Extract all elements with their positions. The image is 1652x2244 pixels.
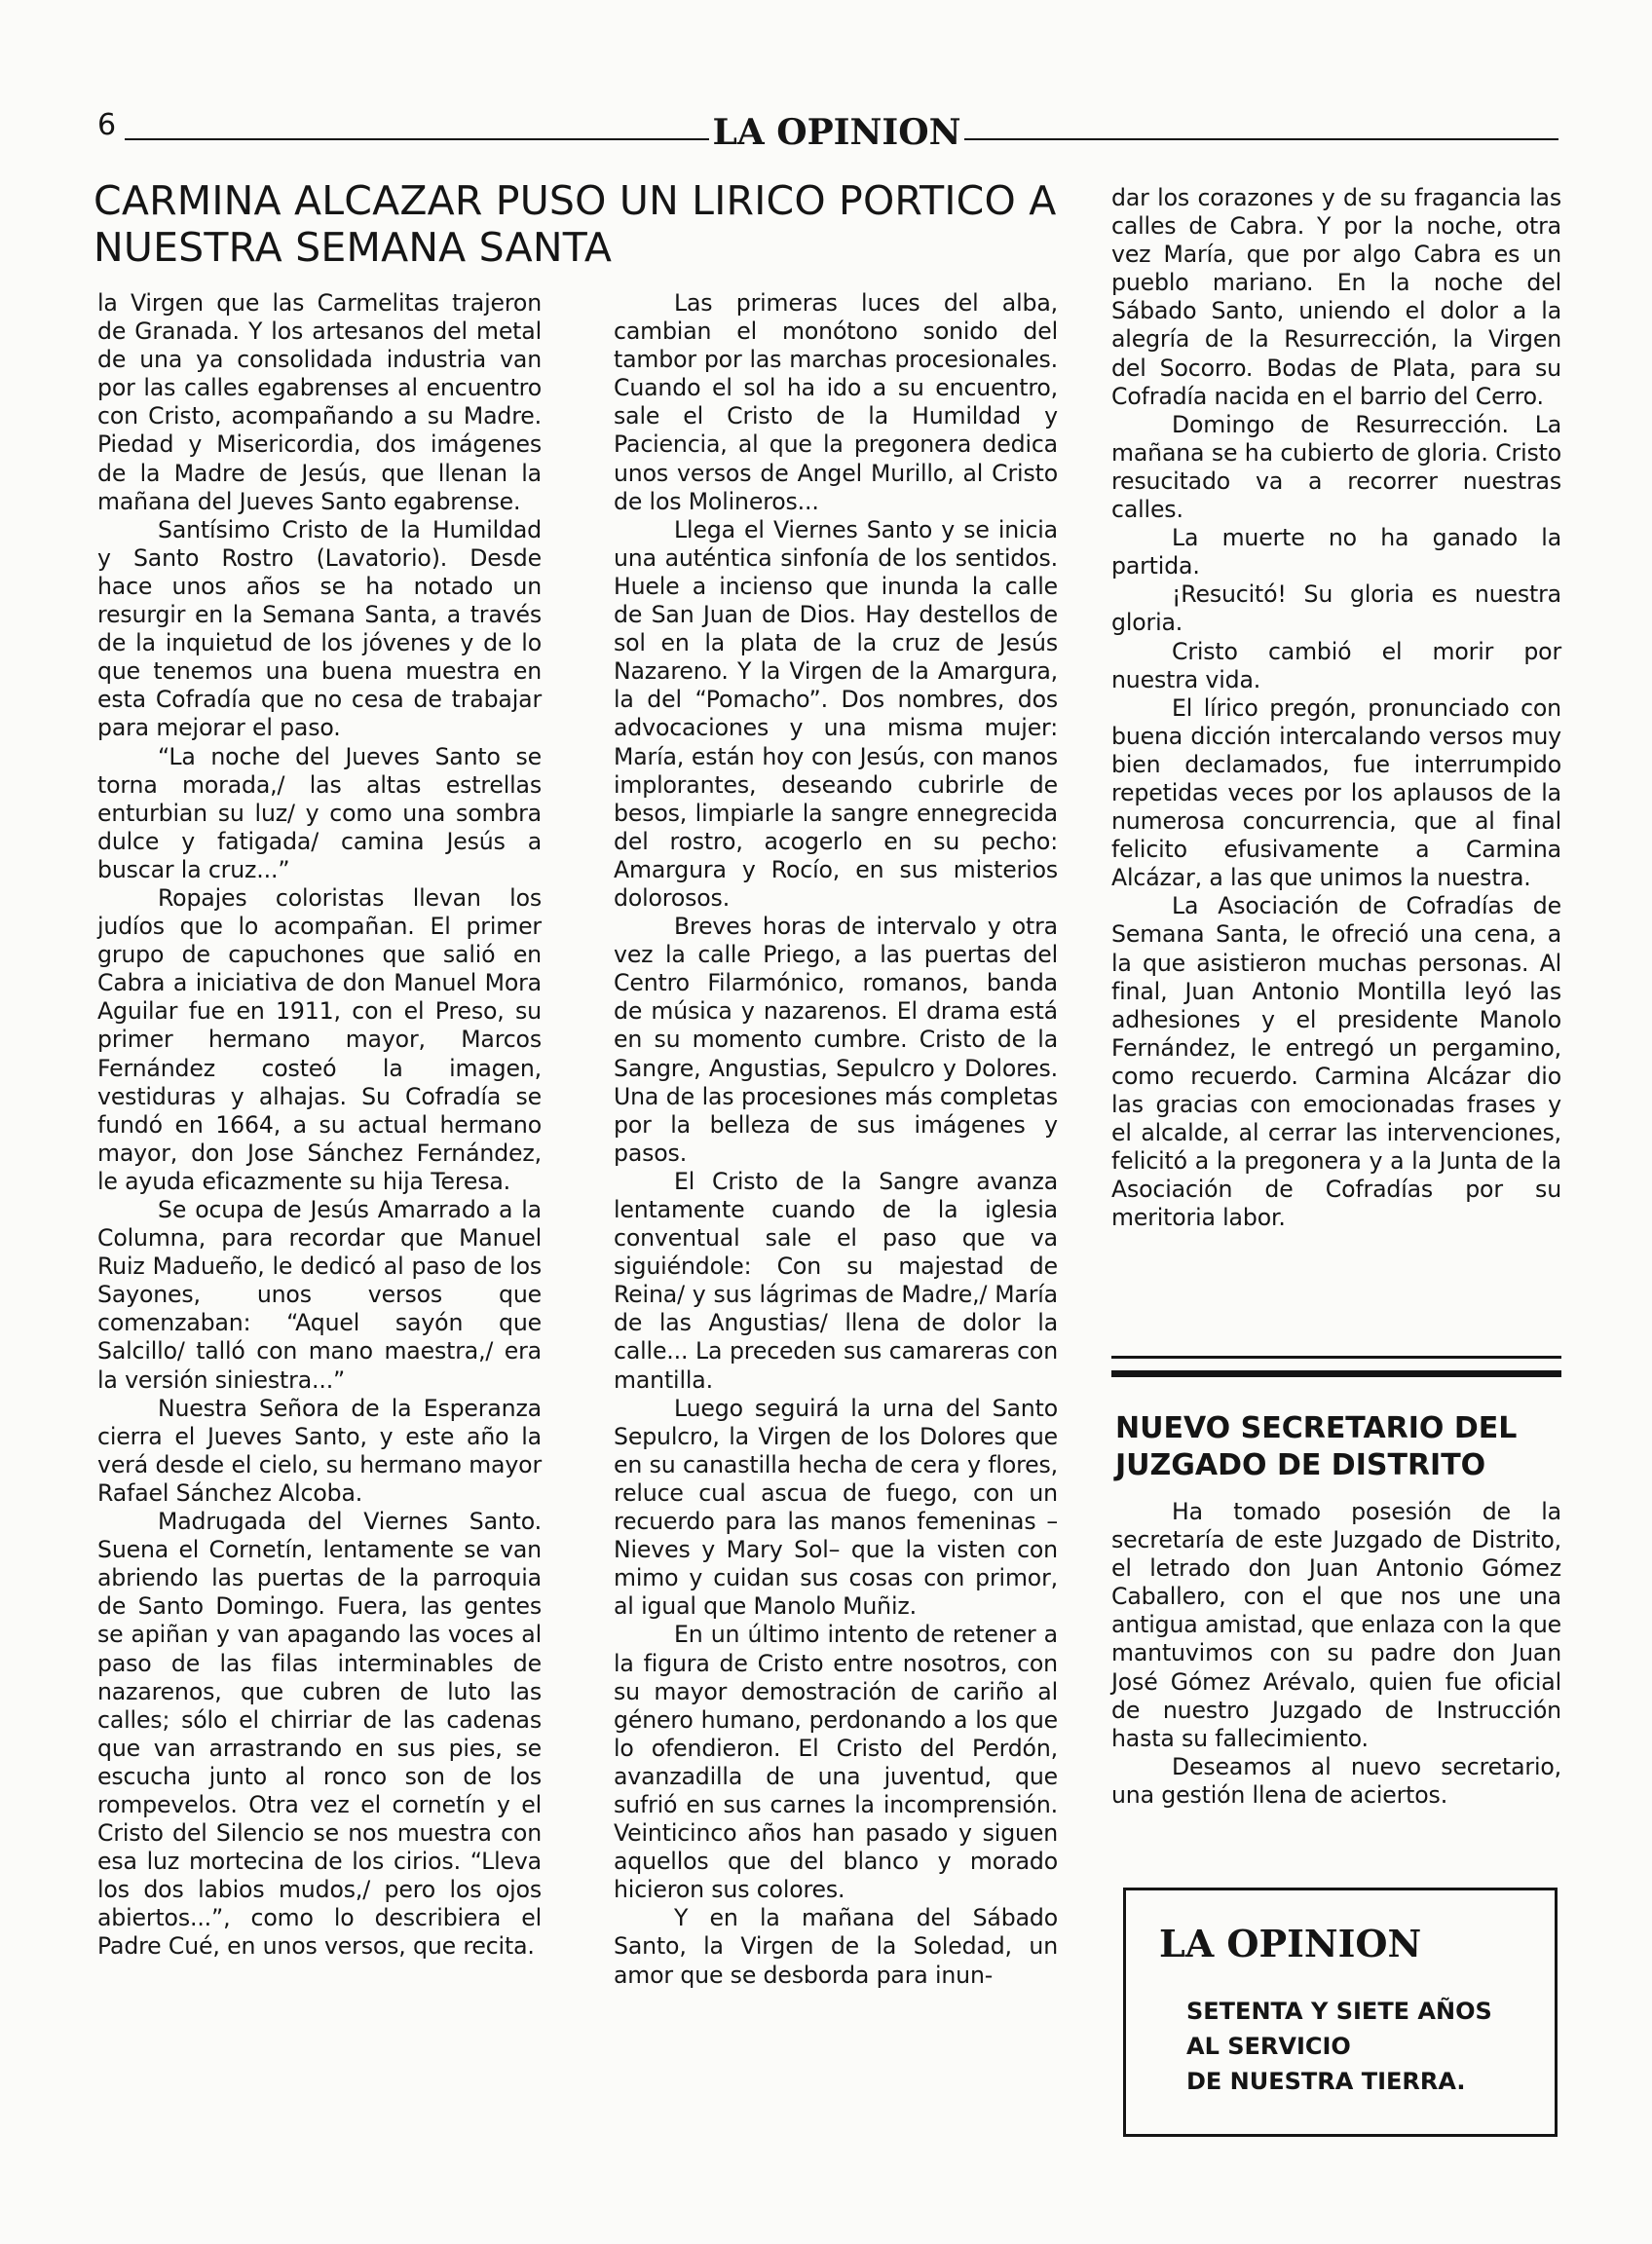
article-column-2: [614, 289, 1058, 1990]
header-rule-left: [125, 138, 709, 140]
article-paragraph: ¡Resucitó! Su gloria es nuestra gloria.: [1111, 580, 1561, 637]
page-header: [97, 109, 1558, 158]
promo-slogan-line: SETENTA Y SIETE AÑOS: [1186, 1998, 1492, 2025]
masthead: LA OPINION: [712, 112, 961, 153]
article-paragraph: Llega el Viernes Santo y se inicia una auténtica sinfonía de los sentidos. Huele a incienso que inunda la calle de San Juan de Dios. Hay destellos de sol en la plata de la cruz de Jesús Nazareno. Y la Virgen de la Amargura, la del “Pomacho”. Dos nombres, dos advocaciones y una misma mujer: María, están hoy con Jesús, con manos implorantes, deseando cubrirle de besos, limpiarle la sangre ennegrecida del rostro, acogerlo en su pecho: Amargura y Rocío, en sus misterios dolorosos.: [614, 515, 1058, 912]
article-paragraph: dar los corazones y de su fragancia las calles de Cabra. Y por la noche, otra vez María, que por algo Cabra es un pueblo mariano. En la noche del Sábado Santo, uniendo el dolor a la alegría de la Resurrección, la Virgen del Socorro. Bodas de Plata, para su Cofradía nacida en el barrio del Cerro.: [1111, 184, 1561, 410]
article-paragraph: Las primeras luces del alba, cambian el monótono sonido del tambor por las marchas procesionales. Cuando el sol ha ido a su encuentro, sale el Cristo de la Humildad y Paciencia, al que la pregonera dedica unos versos de Angel Murillo, al Cristo de los Molineros...: [614, 289, 1058, 515]
notice-paragraph: Ha tomado posesión de la secretaría de este Juzgado de Distrito, el letrado don Juan Antonio Gómez Caballero, con el que nos une una antigua amistad, que enlaza con la que mantuvimos con su padre don Juan José Gómez Arévalo, quien fue oficial de nuestro Juzgado de Instrucción hasta su fallecimiento.: [1111, 1498, 1561, 1752]
article-column-1: [97, 289, 542, 1962]
article-paragraph: Domingo de Resurrección. La mañana se ha cubierto de gloria. Cristo resucitado va a recorrer nuestras calles.: [1111, 410, 1561, 524]
article-paragraph: Breves horas de intervalo y otra vez la calle Priego, a las puertas del Centro Filarmónico, romanos, banda de música y nazarenos. El drama está en su momento cumbre. Cristo de la Sangre, Angustias, Sepulcro y Dolores. Una de las procesiones más completas por la belleza de sus imágenes y pasos.: [614, 913, 1058, 1167]
article-column-3: [1111, 184, 1561, 1232]
notice-headline: NUEVO SECRETARIO DEL JUZGADO DE DISTRITO: [1115, 1411, 1518, 1482]
header-rule-right: [964, 138, 1558, 140]
article-paragraph: Luego seguirá la urna del Santo Sepulcro, la Virgen de los Dolores que en su canastilla hecha de cera y flores, reluce cual ascua de fuego, con un recuerdo para las manos femeninas –Nieves y Mary Sol– que la visten con mimo y cuidan sus cosas con primor, al igual que Manolo Muñiz.: [614, 1394, 1058, 1621]
article-paragraph: Se ocupa de Jesús Amarrado a la Columna, para recordar que Manuel Ruiz Madueño, le dedicó al paso de los Sayones, unos versos que comenzaban: “Aquel sayón que Salcillo/ talló con mano maestra,/ era la versión siniestra...”: [97, 1196, 542, 1394]
article-paragraph: Ropajes coloristas llevan los judíos que lo acompañan. El primer grupo de capuchones que salió en Cabra a iniciativa de don Manuel Mora Aguilar fue en 1911, con el Preso, su primer hermano mayor, Marcos Fernández costeó la imagen, vestiduras y alhajas. Su Cofradía se fundó en 1664, a su actual hermano mayor, don Jose Sánchez Fernández, le ayuda eficazmente su hija Teresa.: [97, 883, 542, 1195]
notice-paragraph: Deseamos al nuevo secretario, una gestión llena de aciertos.: [1111, 1752, 1561, 1809]
article-paragraph: La Asociación de Cofradías de Semana Santa, le ofreció una cena, a la que asistieron muchas personas. Al final, Juan Antonio Montilla leyó las adhesiones y el presidente Manolo Fernández, le entregó un pergamino, como recuerdo. Carmina Alcázar dio las gracias con emocionadas frases y el alcalde, al cerrar las intervenciones, felicitó a la pregonera y a la Junta de la Asociación de Cofradías por su meritoria labor.: [1111, 892, 1561, 1232]
article-paragraph: la Virgen que las Carmelitas trajeron de Granada. Y los artesanos del metal de una ya consolidada industria van por las calles egabrenses al encuentro con Cristo, acompañando a su Madre. Piedad y Misericordia, dos imágenes de la Madre de Jesús, que llenan la mañana del Jueves Santo egabrense.: [97, 289, 542, 515]
article-paragraph: Y en la mañana del Sábado Santo, la Virgen de la Soledad, un amor que se desborda para inun-: [614, 1904, 1058, 1989]
section-divider: [1111, 1356, 1561, 1377]
article-paragraph: El Cristo de la Sangre avanza lentamente cuando de la iglesia conventual sale el paso que va siguiéndole: Con su majestad de Reina/ y sus lágrimas de Madre,/ María de las Angustias/ llena de dolor la calle... La preceden sus camareras con mantilla.: [614, 1167, 1058, 1394]
article-paragraph: “La noche del Jueves Santo se torna morada,/ las altas estrellas enturbian su luz/ y como una sombra dulce y fatigada/ camina Jesús a buscar la cruz...”: [97, 742, 542, 883]
article-paragraph: Santísimo Cristo de la Humildad y Santo Rostro (Lavatorio). Desde hace unos años se ha notado un resurgir en la Semana Santa, a través de la inquietud de los jóvenes y de lo que tenemos una buena muestra en esta Cofradía que no cesa de trabajar para mejorar el paso.: [97, 515, 542, 742]
article-paragraph: Cristo cambió el morir por nuestra vida.: [1111, 637, 1561, 693]
article-headline: CARMINA ALCAZAR PUSO UN LIRICO PORTICO A NUESTRA SEMANA SANTA: [94, 177, 1057, 271]
page-number: 6: [97, 108, 117, 142]
promo-slogan-line: DE NUESTRA TIERRA.: [1186, 2068, 1466, 2095]
article-paragraph: En un último intento de retener a la figura de Cristo entre nosotros, con su mayor demostración de cariño al género humano, perdonando a los que lo ofendieron. El Cristo del Perdón, avanzadilla de una juventud, que sufrió en sus carnes la incomprensión. Veinticinco años han pasado y siguen aquellos que del blanco y morado hicieron sus colores.: [614, 1621, 1058, 1904]
article-paragraph: El lírico pregón, pronunciado con buena dicción intercalando versos muy bien declamados, fue interrumpido repetidas veces por los aplausos de la numerosa concurrencia, que al final felicito efusivamente a Carmina Alcázar, a las que unimos la nuestra.: [1111, 693, 1561, 892]
promo-title: LA OPINION: [1159, 1922, 1422, 1965]
article-paragraph: La muerte no ha ganado la partida.: [1111, 524, 1561, 580]
article-paragraph: Madrugada del Viernes Santo. Suena el Cornetín, lentamente se van abriendo las puertas de la parroquia de Santo Domingo. Fuera, las gentes se apiñan y van apagando las voces al paso de las filas interminables de nazarenos, que cubren de luto las calles; sólo el chirriar de las cadenas que van arrastrando en sus pies, se escucha junto al ronco son de los rompevelos. Otra vez el cornetín y el Cristo del Silencio se nos muestra con esa luz mortecina de los cirios. “Lleva los dos labios mudos,/ pero los ojos abiertos...”, como lo describiera el Padre Cué, en unos versos, que recita.: [97, 1508, 542, 1961]
promo-slogan: [1186, 1994, 1547, 2099]
promo-slogan-line: AL SERVICIO: [1186, 2033, 1351, 2060]
promo-box: [1123, 1888, 1558, 2137]
article-paragraph: Nuestra Señora de la Esperanza cierra el Jueves Santo, y este año la verá desde el cielo, su hermano mayor Rafael Sánchez Alcoba.: [97, 1394, 542, 1507]
notice-body: [1111, 1498, 1561, 1810]
